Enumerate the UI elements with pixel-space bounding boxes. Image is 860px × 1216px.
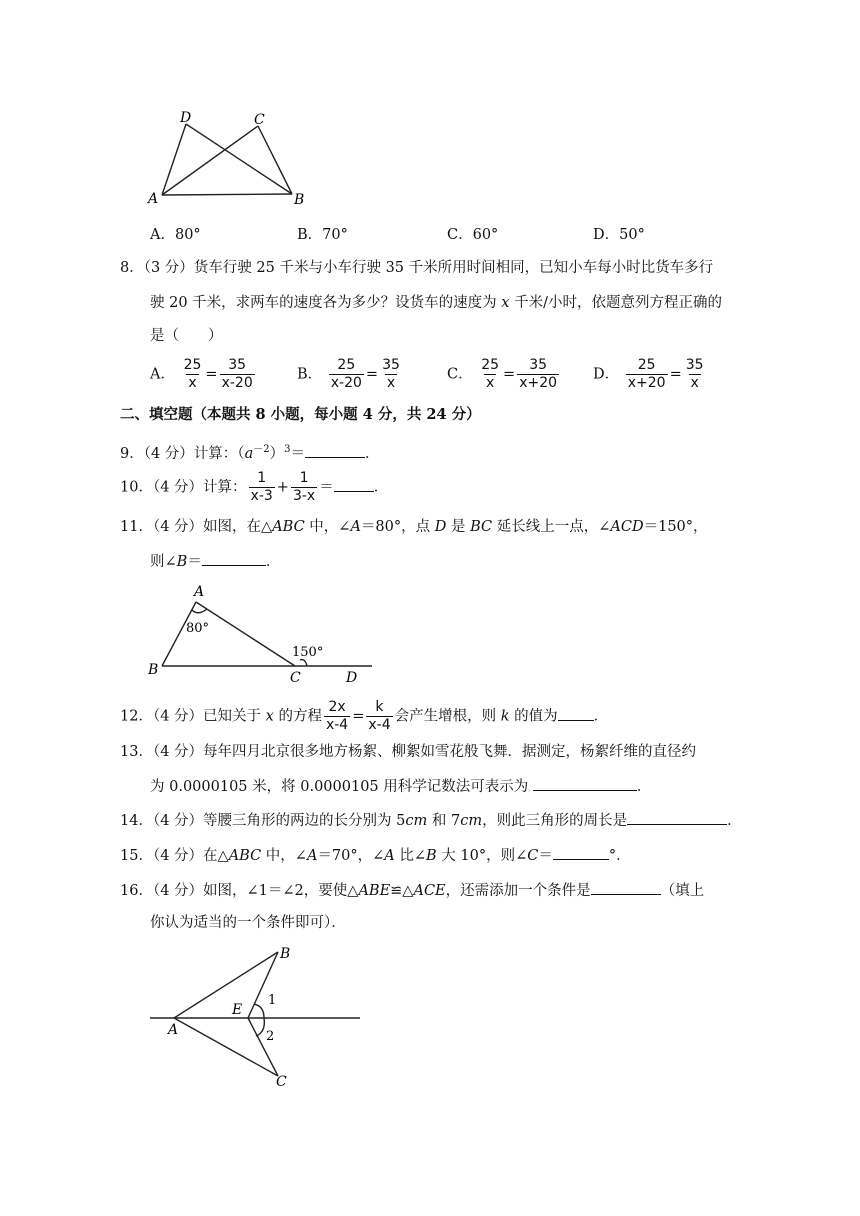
angle-arc-A <box>192 609 207 613</box>
label-D: D <box>346 670 358 686</box>
q8-option-b[interactable]: B． $\frac{25}{x-20}$ = $\frac{35}{x}$ <box>297 357 400 391</box>
q13-line2: 为 0.0000105 米，将 0.0000105 用科学记数法可表示为 ． <box>150 776 651 797</box>
q7-option-d[interactable]: D．50° <box>593 227 645 243</box>
q15: 15．（4 分）在△ABC 中，∠A＝70°，∠A 比∠B 大 10°，则∠C＝ °． <box>120 845 631 866</box>
label-D: D <box>180 110 192 126</box>
seg-AD <box>162 124 186 195</box>
q10: 10．（4 分）计算： $\frac{1}{x-3}$ + $\frac{1}{3-x}$ ＝ ． <box>120 470 389 504</box>
q7-option-b[interactable]: B．70° <box>297 227 348 243</box>
q15-answer-blank[interactable] <box>553 845 609 860</box>
angle-arc-1 <box>254 1004 264 1018</box>
q7-option-c[interactable]: C．60° <box>447 227 499 243</box>
q16-figure <box>140 940 370 1090</box>
angle-label-80: 80° <box>186 621 210 636</box>
section2-title: 二、填空题（本题共 8 小题，每小题 4 分，共 24 分） <box>120 406 481 423</box>
q8-line1: 8．（3 分）货车行驶 25 千米与小车行驶 35 千米所用时间相同，已知小车每小时比货车多行 <box>120 260 714 276</box>
q7-figure <box>140 108 320 210</box>
q8-option-a[interactable]: A． $\frac{25}{x}$ = $\frac{35}{x-20}$ <box>150 357 253 391</box>
q16-line2: 你认为适当的一个条件即可）． <box>150 915 346 931</box>
q11-line1: 11．（4 分）如图，在△ABC 中，∠A＝80°，点 D 是 BC 延长线上一点，∠ACD＝150°， <box>120 519 708 535</box>
q11-line2: 则∠B＝ ． <box>150 551 280 572</box>
angle-label-2: 2 <box>266 1029 275 1044</box>
q13-line1: 13．（4 分）每年四月北京很多地方杨絮、柳絮如雪花般飞舞．据测定，杨絮纤维的直径约 <box>120 744 697 760</box>
seg-AC <box>162 126 258 195</box>
label-E: E <box>232 1002 243 1018</box>
q9: 9．（4 分）计算：$(a^{-2})^3=$ ． <box>120 444 380 462</box>
q10-answer-blank[interactable] <box>334 477 374 492</box>
label-C: C <box>254 112 265 128</box>
angle-label-150: 150° <box>292 645 324 660</box>
label-B: B <box>294 192 305 208</box>
label-A: A <box>168 1022 179 1038</box>
q8-line2: 驶 20 千米，求两车的速度各为多少？设货车的速度为 x 千米/小时，依题意列方程正确的 <box>150 295 722 311</box>
seg-CB <box>258 126 292 194</box>
q7-option-a[interactable]: A．80° <box>150 227 201 243</box>
label-A: A <box>148 191 159 207</box>
seg-AC <box>196 602 295 666</box>
q16-line1: 16．（4 分）如图，∠1＝∠2，要使△ABE≌△ACE，还需添加一个条件是 （填上 <box>120 880 704 901</box>
angle-arc-C <box>300 660 307 666</box>
angle-arc-2 <box>256 1018 264 1036</box>
angle-label-1: 1 <box>268 993 277 1008</box>
label-B: B <box>148 662 159 678</box>
q11-answer-blank[interactable] <box>202 551 266 566</box>
label-C: C <box>276 1074 287 1090</box>
seg-AB <box>162 194 292 195</box>
q13-answer-blank[interactable] <box>533 776 637 791</box>
q12-answer-blank[interactable] <box>558 706 594 721</box>
q11-figure <box>140 582 380 686</box>
q16-answer-blank[interactable] <box>591 880 661 895</box>
q8-option-c[interactable]: C． $\frac{25}{x}$ = $\frac{35}{x+20}$ <box>447 357 558 391</box>
seg-DB <box>186 124 292 194</box>
q14: 14．（4 分）等腰三角形的两边的长分别为 5cm 和 7cm，则此三角形的周长是 ． <box>120 810 742 831</box>
q8-option-d[interactable]: D． $\frac{25}{x+20}$ = $\frac{35}{x}$ <box>593 357 704 391</box>
label-C: C <box>290 670 301 686</box>
label-B: B <box>280 946 291 962</box>
q12: 12．（4 分）已知关于 x 的方程 $\frac{2x}{x-4}$ = $\frac{k}{x-4}$ 会产生增根，则 k 的值为 ． <box>120 699 609 733</box>
q9-answer-blank[interactable] <box>305 443 365 458</box>
q14-answer-blank[interactable] <box>627 810 727 825</box>
q8-line3: 是（ ） <box>150 328 223 344</box>
label-A: A <box>194 584 205 600</box>
